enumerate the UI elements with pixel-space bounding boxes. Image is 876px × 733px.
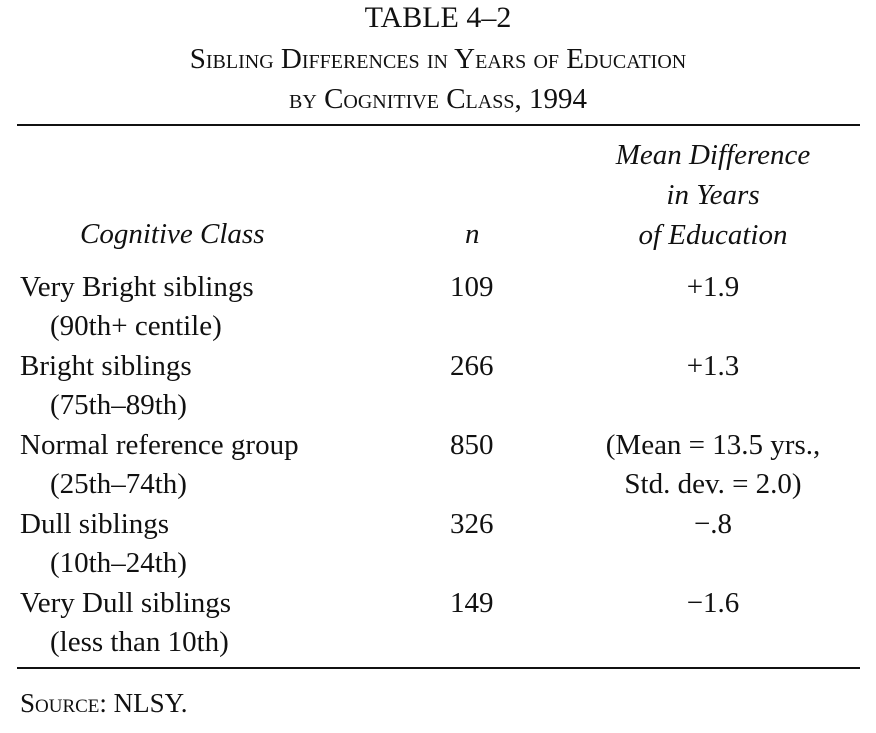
source-label: Source: xyxy=(20,688,107,718)
row-label: Dull siblings xyxy=(20,508,170,540)
row-sublabel: (25th–74th) xyxy=(50,468,187,500)
header-mean-difference-line-2: in Years xyxy=(666,179,760,211)
row-label: Very Dull siblings xyxy=(20,587,232,619)
row-mean-difference: −1.6 xyxy=(686,587,740,619)
header-mean-difference-line-1: Mean Difference xyxy=(615,139,811,171)
row-label: Bright siblings xyxy=(20,350,192,382)
row-mean-difference: (Mean = 13.5 yrs., xyxy=(605,429,821,461)
source-note xyxy=(20,686,187,720)
row-mean-difference: +1.9 xyxy=(686,271,740,303)
row-label: Very Bright siblings xyxy=(20,271,254,303)
row-sublabel: (10th–24th) xyxy=(50,547,187,579)
table-row xyxy=(0,347,876,427)
row-sublabel: (75th–89th) xyxy=(50,389,187,421)
table-row xyxy=(0,268,876,348)
row-mean-difference: −.8 xyxy=(693,508,733,540)
source-value: NLSY. xyxy=(113,688,188,718)
table-row xyxy=(0,426,876,506)
row-mean-difference: +1.3 xyxy=(686,350,740,382)
table-number: TABLE 4–2 xyxy=(364,1,512,34)
header-mean-difference xyxy=(578,135,848,255)
header-mean-difference-line-3: of Education xyxy=(638,219,788,251)
table-row xyxy=(0,584,876,664)
table-row xyxy=(0,505,876,585)
row-n: 149 xyxy=(450,587,494,619)
row-n: 109 xyxy=(450,271,494,303)
header-cognitive-class: Cognitive Class xyxy=(80,218,265,250)
table-title-line-2: by Cognitive Class, 1994 xyxy=(289,83,587,115)
bottom-rule xyxy=(17,667,860,669)
row-sublabel: (90th+ centile) xyxy=(50,310,222,342)
header-n: n xyxy=(465,218,480,250)
row-n: 266 xyxy=(450,350,494,382)
table-title-line-1: Sibling Differences in Years of Education xyxy=(189,43,687,75)
top-rule xyxy=(17,124,860,126)
row-sublabel: (less than 10th) xyxy=(50,626,229,658)
row-n: 326 xyxy=(450,508,494,540)
row-mean-difference-line-2: Std. dev. = 2.0) xyxy=(624,468,802,500)
row-label: Normal reference group xyxy=(20,429,299,461)
row-n: 850 xyxy=(450,429,494,461)
